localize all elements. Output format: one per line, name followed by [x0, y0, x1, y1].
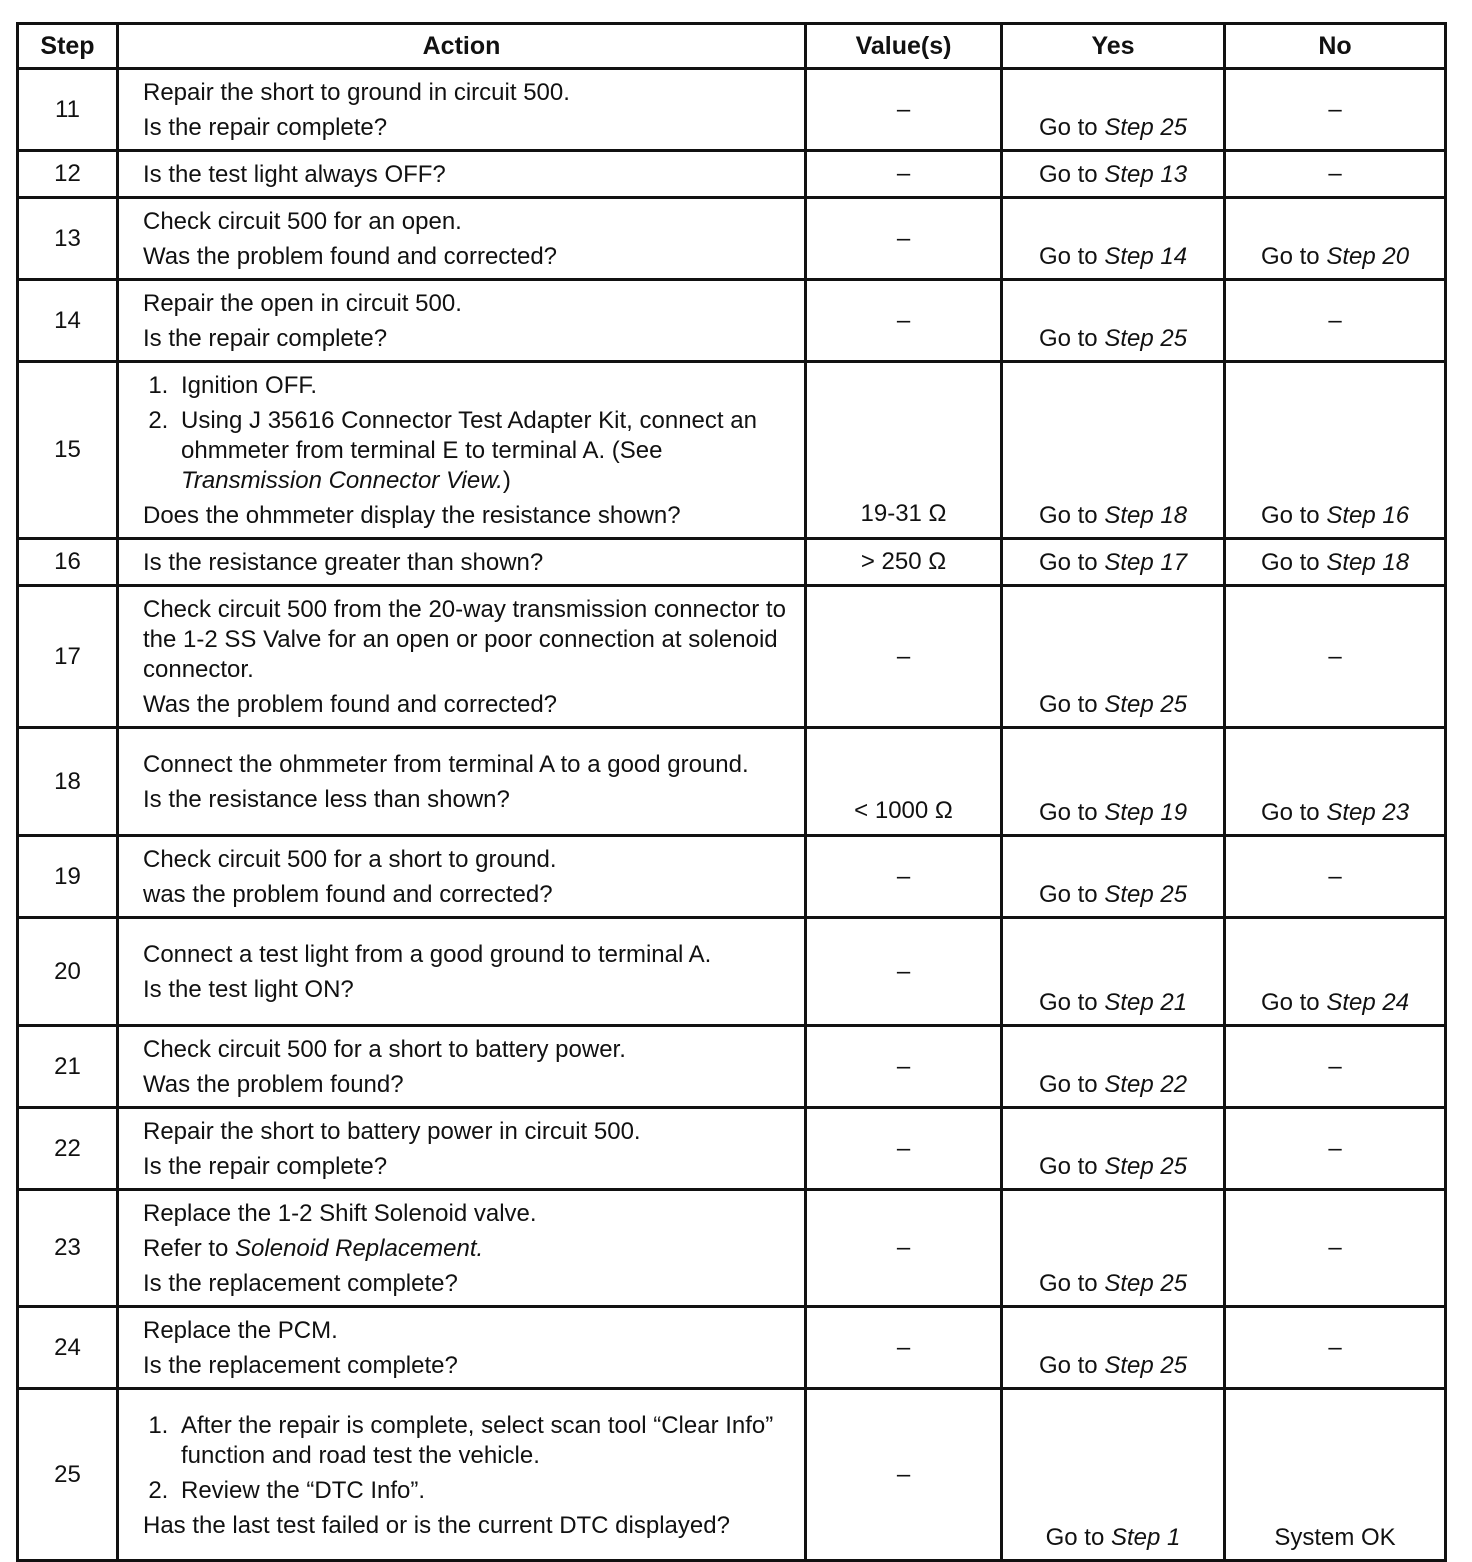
step-ref: 14 [1160, 243, 1188, 270]
goto-label: Go to [1038, 691, 1098, 718]
action-question: Is the resistance greater than shown? [143, 549, 544, 576]
value-cell: – [806, 918, 1002, 1026]
step-word: Step [1104, 989, 1154, 1016]
table-row [18, 198, 1446, 280]
value-cell: < 1000 Ω [806, 728, 1002, 836]
table-row [18, 1108, 1446, 1190]
step-ref: 1 [1167, 1524, 1181, 1551]
header-values: Value(s) [806, 24, 1002, 69]
list-item: 2. Review the “DTC Info”. [175, 1476, 794, 1506]
action-reference: Refer to Solenoid Replacement. [143, 1235, 484, 1262]
yes-cell [1002, 151, 1225, 198]
step-ref: 19 [1160, 799, 1188, 826]
yes-cell [1002, 586, 1225, 728]
goto-label: Go to [1260, 799, 1320, 826]
action-question: Was the problem found? [143, 1071, 404, 1098]
step-ref: 13 [1160, 161, 1188, 188]
step-ref: 25 [1160, 114, 1188, 141]
step-ref: 25 [1160, 1270, 1188, 1297]
yes-cell [1002, 1108, 1225, 1190]
action-list [143, 1411, 794, 1506]
action-cell [118, 918, 806, 1026]
table-row [18, 1026, 1446, 1108]
step-word: Step [1104, 114, 1154, 141]
step-ref: 17 [1160, 549, 1188, 576]
table-row [18, 362, 1446, 539]
header-no: No [1225, 24, 1446, 69]
yes-cell [1002, 69, 1225, 151]
step-number: 17 [18, 586, 118, 728]
step-number: 19 [18, 836, 118, 918]
table-row [18, 1389, 1446, 1561]
yes-cell [1002, 362, 1225, 539]
step-word: Step [1326, 799, 1376, 826]
step-number: 12 [18, 151, 118, 198]
step-word: Step [1104, 799, 1154, 826]
table-row [18, 69, 1446, 151]
goto-label: Go to [1038, 549, 1098, 576]
step-number: 11 [18, 69, 118, 151]
goto-label: Go to [1038, 1352, 1098, 1379]
goto-label: Go to [1038, 989, 1098, 1016]
step-word: Step [1104, 1153, 1154, 1180]
goto-label: Go to [1038, 1071, 1098, 1098]
value-cell: – [806, 1307, 1002, 1389]
no-cell [1225, 728, 1446, 836]
action-text: Connect a test light from a good ground to terminal A. [143, 941, 712, 968]
step-word: Step [1326, 989, 1376, 1016]
step-number: 15 [18, 362, 118, 539]
action-cell [118, 1389, 806, 1561]
action-question: Is the test light always OFF? [143, 161, 446, 188]
table-row [18, 728, 1446, 836]
action-question: Is the replacement complete? [143, 1352, 458, 1379]
goto-label: Go to [1260, 549, 1320, 576]
value-cell: – [806, 198, 1002, 280]
action-cell [118, 1190, 806, 1307]
step-ref: 25 [1160, 881, 1188, 908]
table-row [18, 280, 1446, 362]
step-number: 20 [18, 918, 118, 1026]
step-ref: 24 [1382, 989, 1410, 1016]
step-word: Step [1104, 881, 1154, 908]
no-cell [1225, 918, 1446, 1026]
yes-cell [1002, 1389, 1225, 1561]
no-cell: – [1225, 1026, 1446, 1108]
reference-link-text: Solenoid Replacement. [235, 1235, 484, 1262]
step-number: 13 [18, 198, 118, 280]
no-cell: – [1225, 586, 1446, 728]
goto-label: Go to [1038, 243, 1098, 270]
action-cell [118, 1108, 806, 1190]
no-cell: – [1225, 1307, 1446, 1389]
step-number: 24 [18, 1307, 118, 1389]
action-text: Repair the open in circuit 500. [143, 290, 462, 317]
step-word: Step [1104, 1352, 1154, 1379]
yes-cell [1002, 1026, 1225, 1108]
action-question: Has the last test failed or is the current DTC displayed? [143, 1511, 730, 1539]
value-cell: – [806, 1190, 1002, 1307]
action-cell [118, 539, 806, 586]
no-cell: – [1225, 1108, 1446, 1190]
action-text: Check circuit 500 for an open. [143, 208, 462, 235]
action-cell [118, 1026, 806, 1108]
goto-label: Go to [1260, 502, 1320, 529]
action-text: Check circuit 500 for a short to battery power. [143, 1036, 626, 1063]
goto-label: Go to [1038, 325, 1098, 352]
header-step: Step [18, 24, 118, 69]
action-question: Does the ohmmeter display the resistance shown? [143, 502, 681, 529]
goto-label: Go to [1045, 1524, 1105, 1551]
goto-label: Go to [1038, 502, 1098, 529]
step-ref: 25 [1160, 325, 1188, 352]
action-list [143, 371, 794, 496]
action-text: Repair the short to ground in circuit 500. [143, 79, 570, 106]
step-word: Step [1104, 325, 1154, 352]
step-word: Step [1104, 243, 1154, 270]
action-question: Is the test light ON? [143, 976, 354, 1003]
action-text: Check circuit 500 from the 20-way transmission connector to the 1-2 SS Valve for an open or poor connection at solenoid connector. [143, 596, 786, 683]
step-ref: 18 [1382, 549, 1410, 576]
table-row [18, 1190, 1446, 1307]
step-word: Step [1104, 691, 1154, 718]
step-number: 16 [18, 539, 118, 586]
value-cell: – [806, 1389, 1002, 1561]
step-ref: 25 [1160, 1153, 1188, 1180]
goto-label: Go to [1038, 799, 1098, 826]
table-row [18, 539, 1446, 586]
table-row [18, 151, 1446, 198]
step-word: Step [1104, 1071, 1154, 1098]
no-cell [1225, 362, 1446, 539]
yes-cell [1002, 728, 1225, 836]
yes-cell [1002, 198, 1225, 280]
no-cell: – [1225, 69, 1446, 151]
list-item: 1. After the repair is complete, select scan tool “Clear Info” function and road test the vehicle. [175, 1411, 794, 1471]
goto-label: Go to [1038, 881, 1098, 908]
yes-cell [1002, 280, 1225, 362]
value-cell: 19-31 Ω [806, 362, 1002, 539]
table-row [18, 918, 1446, 1026]
action-cell [118, 280, 806, 362]
action-text: Check circuit 500 for a short to ground. [143, 846, 557, 873]
action-text: Repair the short to battery power in circuit 500. [143, 1118, 641, 1145]
value-cell: – [806, 69, 1002, 151]
no-cell: System OK [1225, 1389, 1446, 1561]
table-row [18, 586, 1446, 728]
step-number: 14 [18, 280, 118, 362]
no-cell [1225, 539, 1446, 586]
step-word: Step [1326, 549, 1376, 576]
step-word: Step [1104, 502, 1154, 529]
yes-cell [1002, 836, 1225, 918]
goto-label: Go to [1038, 1153, 1098, 1180]
step-ref: 23 [1382, 799, 1410, 826]
header-yes: Yes [1002, 24, 1225, 69]
table-row [18, 1307, 1446, 1389]
goto-label: Go to [1260, 989, 1320, 1016]
action-cell [118, 836, 806, 918]
no-cell: – [1225, 1190, 1446, 1307]
action-cell [118, 1307, 806, 1389]
header-row [18, 24, 1446, 69]
list-item: 1. Ignition OFF. [175, 371, 794, 401]
no-cell [1225, 198, 1446, 280]
step-number: 23 [18, 1190, 118, 1307]
value-cell: – [806, 151, 1002, 198]
action-text: Replace the PCM. [143, 1317, 338, 1344]
action-question: Is the replacement complete? [143, 1270, 458, 1297]
action-question: Was the problem found and corrected? [143, 691, 558, 718]
action-question: Was the problem found and corrected? [143, 243, 558, 270]
step-ref: 22 [1160, 1071, 1188, 1098]
yes-cell [1002, 1307, 1225, 1389]
step-word: Step [1326, 243, 1376, 270]
action-question: Is the repair complete? [143, 114, 388, 141]
step-ref: 16 [1382, 502, 1410, 529]
goto-label: Go to [1038, 161, 1098, 188]
value-cell: > 250 Ω [806, 539, 1002, 586]
value-cell: – [806, 836, 1002, 918]
step-word: Step [1104, 1270, 1154, 1297]
action-text: Replace the 1-2 Shift Solenoid valve. [143, 1200, 537, 1227]
step-word: Step [1104, 549, 1154, 576]
action-cell [118, 728, 806, 836]
action-question: Is the repair complete? [143, 1153, 388, 1180]
no-cell: – [1225, 280, 1446, 362]
diagnostic-table [16, 22, 1447, 1562]
header-action: Action [118, 24, 806, 69]
step-ref: 25 [1160, 1352, 1188, 1379]
reference-link-text: Transmission Connector View. [181, 467, 503, 494]
step-word: Step [1326, 502, 1376, 529]
value-cell: – [806, 1108, 1002, 1190]
action-cell [118, 362, 806, 539]
goto-label: Go to [1038, 114, 1098, 141]
step-ref: 18 [1160, 502, 1188, 529]
action-cell [118, 198, 806, 280]
action-question: Is the repair complete? [143, 325, 388, 352]
no-cell: – [1225, 836, 1446, 918]
step-ref: 20 [1382, 243, 1410, 270]
action-text: Connect the ohmmeter from terminal A to a good ground. [143, 751, 749, 778]
step-ref: 25 [1160, 691, 1188, 718]
step-word: Step [1104, 161, 1154, 188]
value-cell: – [806, 280, 1002, 362]
action-question: Is the resistance less than shown? [143, 786, 510, 813]
yes-cell [1002, 1190, 1225, 1307]
step-number: 25 [18, 1389, 118, 1561]
action-cell [118, 151, 806, 198]
step-number: 21 [18, 1026, 118, 1108]
step-ref: 21 [1160, 989, 1188, 1016]
step-word: Step [1110, 1524, 1161, 1551]
step-number: 18 [18, 728, 118, 836]
no-cell: – [1225, 151, 1446, 198]
goto-label: Go to [1038, 1270, 1098, 1297]
value-cell: – [806, 586, 1002, 728]
yes-cell [1002, 918, 1225, 1026]
yes-cell [1002, 539, 1225, 586]
table-row [18, 836, 1446, 918]
action-question: was the problem found and corrected? [143, 881, 553, 908]
step-number: 22 [18, 1108, 118, 1190]
list-item: 2. Using J 35616 Connector Test Adapter Kit, connect an ohmmeter from terminal E to terminal A. (See Transmission Connector View.) [175, 406, 794, 496]
goto-label: Go to [1260, 243, 1320, 270]
value-cell: – [806, 1026, 1002, 1108]
action-cell [118, 69, 806, 151]
action-cell [118, 586, 806, 728]
